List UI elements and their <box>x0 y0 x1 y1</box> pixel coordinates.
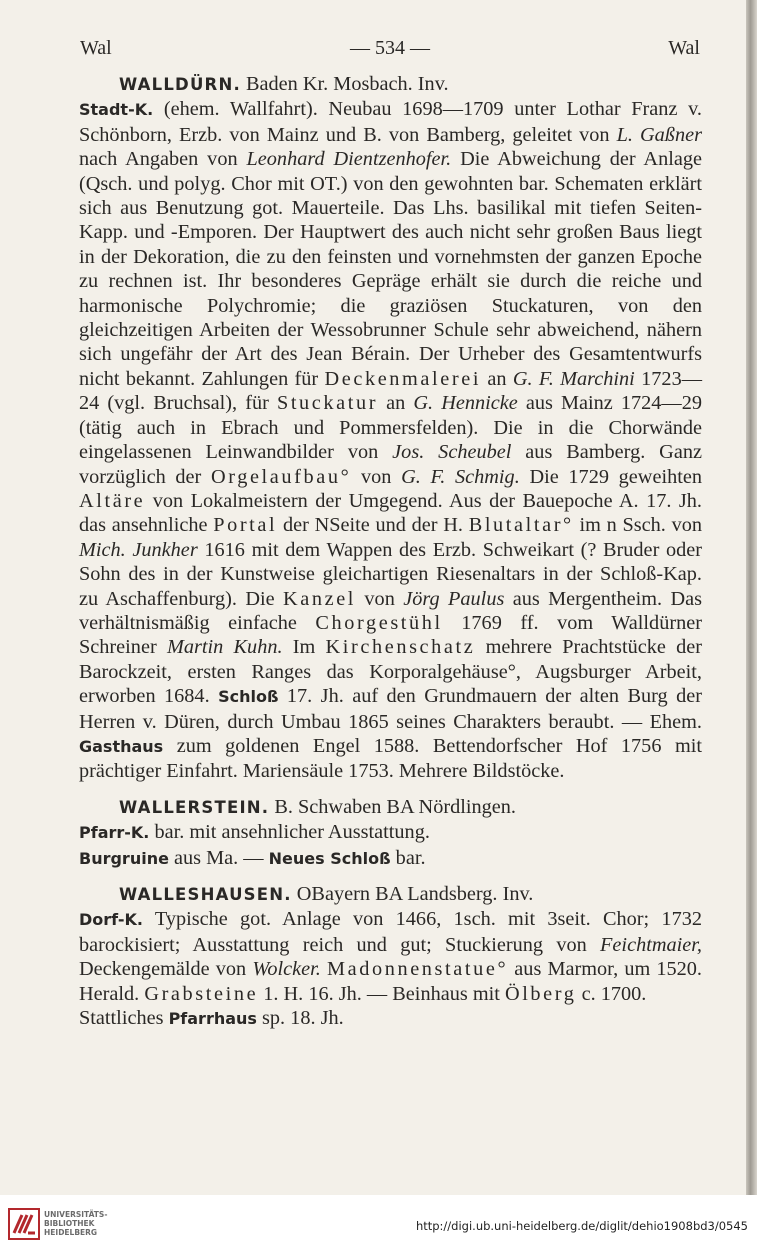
keyword: Gasthaus <box>79 736 164 756</box>
text-run: 17. Jh. auf den Grundmauern der alten Burg der Herren v. Düren, durch Umbau 1865 seines Charakters beraubt. — Ehem. <box>79 685 702 733</box>
artist-name: Martin Kuhn. <box>166 636 283 659</box>
text-run: 1. H. 16. Jh. — Beinhaus mit <box>258 982 505 1005</box>
text-run: der NSeite und der H. <box>277 514 469 537</box>
artist-name: Jörg Paulus <box>403 587 505 610</box>
page-body <box>79 72 702 1031</box>
text-run: 1769 ff. vom Walldürner Schreiner <box>79 611 702 659</box>
text-run: an <box>481 367 513 390</box>
text-run: bar. <box>390 846 426 869</box>
entry-title: WALLESHAUSEN. <box>119 885 292 904</box>
library-logo-icon[interactable] <box>8 1208 40 1240</box>
text-run: an <box>378 392 414 415</box>
library-name-line: UNIVERSITÄTS- <box>44 1210 108 1219</box>
entry-wallerstein <box>79 795 702 820</box>
spaced-term: Chorgestühl <box>315 611 443 634</box>
keyword: Burgruine <box>79 848 169 868</box>
artist-name: Leonhard Dientzenhofer. <box>246 148 452 171</box>
text-run: aus Marmor, um 1520. Herald. <box>79 958 702 1005</box>
entry-walldurn-body <box>79 97 702 783</box>
keyword: Dorf-K. <box>79 910 143 930</box>
text-run: zum goldenen Engel 1588. Bettendorfscher Hof 1756 mit prächtiger Einfahrt. Mariensäule 1753. Mehrere Bildstöcke. <box>79 734 702 783</box>
entry-title: WALLERSTEIN. <box>119 797 270 817</box>
entry-intro: B. Schwaben BA Nördlingen. <box>269 795 516 818</box>
text-run: Im <box>282 636 326 659</box>
text-run: aus Ma. — <box>168 846 269 869</box>
artist-name: Wolcker. <box>252 958 321 981</box>
text-run: Stattliches <box>79 1007 169 1030</box>
entry-intro: OBayern BA Landsberg. Inv. <box>291 883 534 905</box>
text-run: mehrere Prachtstücke der Barockzeit, ersten Ranges das Korporalgehäuse°, Augsburger Arbeit, erworben 1684. <box>79 636 702 708</box>
entry-walleshausen-body <box>79 907 702 1006</box>
text-run: von Lokalmeistern der Umgegend. Aus der Bauepoche A. 17. Jh. das ansehnliche <box>79 489 702 537</box>
entry-intro: Baden Kr. Mosbach. Inv. <box>240 73 449 95</box>
spaced-term: Orgelaufbau° <box>210 465 352 488</box>
text-run: Die 1729 geweihten <box>519 465 702 488</box>
entry-title: WALLDÜRN. <box>119 75 241 94</box>
running-header <box>80 34 700 62</box>
header-right: Wal <box>668 37 700 59</box>
spaced-term: Ölberg <box>504 982 577 1005</box>
source-url[interactable]: http://digi.ub.uni-heidelberg.de/diglit/dehio1908bd3/0545 <box>415 1219 748 1233</box>
entry-walleshausen <box>79 882 702 907</box>
text-run: bar. mit ansehnlicher Ausstattung. <box>149 821 430 844</box>
keyword: Pfarr-K. <box>79 823 150 843</box>
spaced-term: Grabsteine <box>144 982 259 1005</box>
keyword: Pfarrhaus <box>168 1009 257 1029</box>
text-run: von <box>351 465 402 488</box>
text-run: von <box>356 587 404 610</box>
entry-wallerstein-body-2 <box>79 846 702 871</box>
text-run: aus Mergentheim. Das verhältnismäßig einfache <box>79 587 703 634</box>
artist-name: Jos. Scheubel <box>392 441 512 464</box>
artist-name: G. F. Schmig. <box>401 465 520 488</box>
spaced-term: Portal <box>213 514 278 537</box>
entry-wallerstein-body-1 <box>79 820 702 845</box>
spaced-term: Blutaltar° <box>468 514 574 537</box>
text-run: Die Abweichung der Anlage (Qsch. und polyg. Chor mit OT.) von den gewohnten bar. Schematen erklärt sich aus Benutzung got. Mauerteile. Das Lhs. basilikal mit tiefen Seiten-Kapp. und -Emporen. Der Hauptwert des auch nicht sehr großen Baus liegt in der Dekoration, die zu den feinsten und vornehmsten der ganzen Epoche zu rechnen ist. Ihr besonderes Gepräge erhält sie durch die reiche und harmonische Polychromie; die graziösen Stuckaturen, von den gleichzeitigen Arbeiten der Wessobrunner Schule sehr abweichend, nähern sich ungefähr der Art des Jean Bérain. Der Urheber des Gesamtentwurfs nicht bekannt. Zahlungen für <box>79 148 702 390</box>
artist-name: Feichtmaier, <box>600 933 702 956</box>
page-number: — 534 — <box>350 37 430 59</box>
text-run: im n Ssch. von <box>573 514 702 537</box>
page-edge <box>746 0 757 1195</box>
artist-name: L. Gaßner <box>616 123 702 146</box>
spaced-term: Kanzel <box>283 587 357 610</box>
artist-name: G. F. Marchini <box>512 367 635 390</box>
artist-name: G. Hennicke <box>413 392 518 415</box>
entry-walleshausen-body-2 <box>79 1006 702 1031</box>
text-run: aus Bamberg. Ganz vorzüglich der <box>79 441 702 488</box>
text-run: nach Angaben von <box>79 148 247 171</box>
library-name-line: BIBLIOTHEK <box>44 1219 95 1228</box>
spaced-term: Madonnenstatue° <box>327 958 509 981</box>
spaced-term: Stuckatur <box>276 392 379 415</box>
spaced-term: Kirchenschatz <box>325 636 476 659</box>
viewer-footer <box>0 1195 757 1254</box>
library-name <box>44 1210 134 1237</box>
keyword: Schloß <box>218 687 279 707</box>
keyword: Neues Schloß <box>268 848 391 868</box>
text-run: (ehem. Wallfahrt). Neubau 1698—1709 unter Lothar Franz v. Schönborn, Erzb. von Mainz und B. von Bamberg, geleitet von <box>79 98 702 146</box>
spaced-term: Deckenmalerei <box>324 367 482 390</box>
library-name-line: HEIDELBERG <box>44 1228 98 1237</box>
spaced-term: Altäre <box>79 489 146 512</box>
text-run: 1723—24 (vgl. Bruchsal), für <box>79 367 702 415</box>
text-run: 1616 mit dem Wappen des Erzb. Schweikart (? Bruder oder Sohn des in der Kunstweise gleichartigen Riesenaltars in der Schloß-Kap. zu Aschaffenburg). Die <box>79 538 702 610</box>
text-run: Deckengemälde von <box>79 958 253 981</box>
text-run: aus Mainz 1724—29 (tätig auch in Ebrach und Pommersfelden). Die in die Chorwände eingelassenen Leinwandbilder von <box>79 392 702 464</box>
text-run: Typische got. Anlage von 1466, 1sch. mit 3seit. Chor; 1732 barockisiert; Ausstattung reich und gut; Stuckierung von <box>79 908 702 956</box>
entry-walldurn <box>79 72 702 97</box>
artist-name: Mich. Junkher <box>79 538 198 561</box>
header-left: Wal <box>80 37 112 59</box>
text-run: c. 1700. <box>576 982 647 1005</box>
keyword: Stadt-K. <box>79 100 154 120</box>
text-run: sp. 18. Jh. <box>256 1007 344 1030</box>
